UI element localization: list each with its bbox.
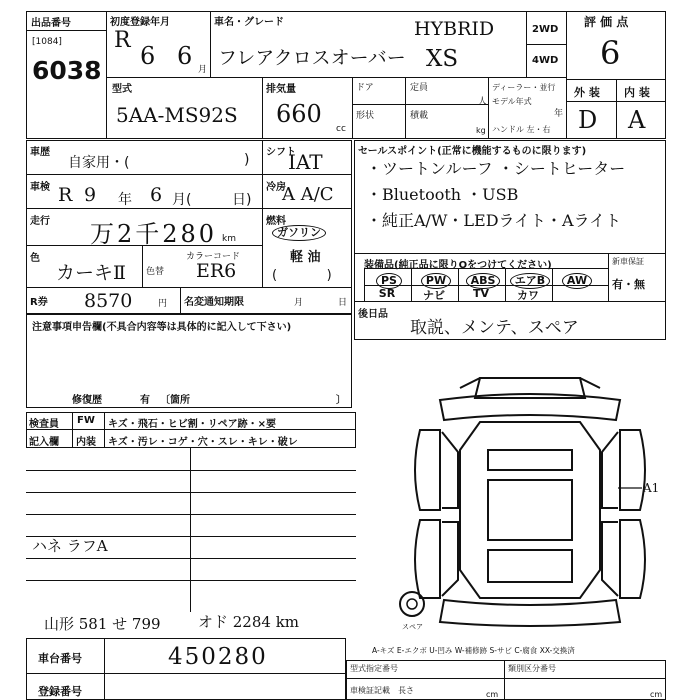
divider (142, 245, 143, 287)
divider (262, 140, 263, 287)
divider (26, 673, 346, 674)
first-reg-year: 6 (140, 42, 156, 70)
cm-unit: cm (486, 690, 499, 699)
divider (26, 287, 352, 288)
handle-label: ハンドル 左・右 (492, 125, 551, 134)
meigi-label: 名変通知期限 (184, 297, 244, 308)
car-name: フレアクロスオーバー (218, 47, 406, 69)
fuel-label: 燃料 (266, 216, 286, 227)
equipment-code-ps: PS (376, 273, 402, 289)
equipment-code-aw: AW (562, 273, 592, 289)
km-unit: km (222, 234, 236, 244)
after-items-label: 後日品 (358, 309, 388, 320)
drive-4wd: 4WD (532, 55, 559, 66)
color-code-label: 色替 (146, 267, 165, 277)
certificate-label: 車検証記載 (350, 686, 390, 695)
length-label: 長さ (398, 686, 414, 695)
interior-label: 内 装 (624, 86, 650, 99)
divider (504, 660, 505, 700)
inspection-note: オド 2284 km (198, 613, 300, 631)
fw-label: FW (77, 415, 95, 426)
divider (352, 77, 353, 139)
class-spec-label: 類別区分番号 (508, 664, 556, 673)
divider (180, 287, 181, 314)
model: 5AA-MS92S (116, 103, 238, 127)
cm-unit: cm (650, 690, 663, 699)
divider (210, 11, 211, 77)
displacement-label: 排気量 (266, 84, 296, 95)
interior-grade: A (628, 106, 646, 134)
displacement: 660 (276, 100, 322, 128)
warranty-value: 有・無 (612, 278, 645, 291)
kg-unit: kg (476, 126, 486, 135)
selling-points-label: セールスポイント(正常に機能するものに限ります) (358, 146, 587, 157)
chassis-number: 450280 (168, 644, 268, 670)
history-label: 車歴 (30, 147, 50, 158)
cc-unit: cc (336, 124, 346, 134)
shaken-year-unit: 年 (118, 192, 132, 208)
model-spec-label: 型式指定番号 (350, 664, 398, 673)
recycle-label: R券 (30, 297, 48, 308)
divider (354, 253, 666, 254)
model-label: 型式 (112, 84, 132, 95)
interior-legend: キズ・汚レ・コゲ・穴・スレ・キレ・破レ (108, 437, 298, 448)
capacity-label: 定員 (410, 83, 429, 93)
repair-value: 有 (140, 395, 150, 406)
equipment-code-abs: ABS (466, 273, 501, 289)
damage-mark: A1 (643, 481, 660, 495)
inspection-notes-area (26, 448, 356, 612)
drive-2wd: 2WD (532, 24, 559, 35)
lot-number: 6038 (32, 56, 102, 85)
fuel-gasoline: ガソリン (272, 225, 326, 241)
repair-part: 〔箇所 (160, 395, 190, 406)
month-unit: 月 (198, 65, 208, 75)
equipment-code-airbag: エアB (510, 273, 550, 289)
divider (262, 208, 352, 209)
meigi-month: 月 (294, 298, 304, 308)
recorder-label: 記入欄 (29, 437, 59, 448)
equipment-name-leather: カワ (517, 289, 539, 302)
divider (488, 77, 489, 139)
exterior-grade: D (578, 106, 598, 134)
recycle-amount: 8570 (84, 290, 133, 312)
color-label: 色 (30, 253, 40, 264)
selling-point: ・ツートンルーフ ・シートヒーター (366, 159, 626, 178)
door-label: ドア (356, 83, 374, 93)
divider (346, 678, 666, 679)
divider (106, 77, 566, 78)
divider (262, 77, 263, 139)
color: カーキⅡ (56, 262, 126, 284)
fw-legend: キズ・飛石・ヒビ割・リペア跡・×要 (108, 419, 276, 430)
mileage: 万2千280 (90, 220, 218, 248)
repair-close: 〕 (336, 395, 346, 406)
shaken-month-unit: 月( (172, 192, 192, 208)
selling-point: ・Bluetooth ・USB (366, 185, 519, 204)
shape-label: 形状 (356, 111, 375, 121)
divider (566, 11, 567, 139)
equipment-name-navi: ナビ (423, 289, 445, 302)
shift: IAT (288, 150, 323, 174)
interior-legend-label: 内装 (76, 437, 96, 448)
year-unit: 年 (554, 109, 564, 119)
lot-code: [1084] (32, 37, 62, 47)
fuel-light-oil: 軽 油 (290, 250, 321, 265)
divider (352, 104, 488, 105)
selling-points-list (366, 156, 625, 234)
after-items-value: 取説、メンテ、スペア (410, 318, 579, 338)
history-close: ) (244, 152, 250, 168)
equipment-name-sr: SR (378, 287, 396, 300)
load-label: 積載 (410, 111, 429, 121)
divider (405, 77, 406, 139)
first-reg-label: 初度登録年月 (110, 17, 170, 28)
exterior-label: 外 装 (574, 86, 600, 99)
divider (106, 11, 107, 139)
meigi-day: 日 (338, 298, 348, 308)
shaken-label: 車検 (30, 182, 50, 193)
spare-label: スペア (402, 623, 423, 631)
repair-label: 修復歴 (72, 395, 102, 406)
inspection-note: ハネ ラフA (32, 537, 108, 555)
shaken-era: R (58, 184, 73, 206)
car-diagram (380, 360, 680, 630)
chassis-label: 車台番号 (38, 652, 82, 665)
shaken-month: 6 (150, 184, 163, 206)
color-code: ER6 (196, 260, 237, 282)
grade: XS (426, 46, 459, 72)
divider (616, 79, 617, 139)
inspector-label: 検査員 (29, 419, 59, 430)
registration-label: 登録番号 (38, 685, 82, 698)
divider (526, 44, 566, 45)
dealer-label: ディーラー・並行 (492, 83, 556, 92)
equipment-name-tv: TV (472, 287, 490, 300)
history-value: 自家用・( (68, 155, 130, 171)
notes-label: 注意事項申告欄(不具合内容等は具体的に記入して下さい) (32, 322, 292, 333)
new-car-warranty-label: 新車保証 (612, 257, 644, 266)
fuel-other: ( ) (272, 268, 332, 283)
shift-label: シフト (266, 147, 296, 158)
mileage-label: 走行 (30, 216, 50, 227)
lot-label: 出品番号 (31, 18, 71, 29)
score-label: 評 価 点 (584, 15, 629, 29)
color-code-label2: カラーコード (186, 252, 241, 262)
car-name-label: 車名・グレード (214, 17, 284, 28)
first-reg-era: R (114, 28, 131, 53)
selling-point: ・純正A/W・LEDライト・Aライト (366, 211, 622, 230)
divider (608, 253, 609, 301)
inspection-note: 山形 581 せ 799 (44, 615, 161, 633)
shaken-year: 9 (84, 184, 97, 206)
score: 6 (600, 34, 621, 72)
divider (104, 638, 105, 700)
equipment-label: 装備品(純正品に限りOをつけてください) (364, 260, 552, 271)
equipment-code-pw: PW (421, 273, 451, 289)
ac-label: 冷房 (266, 182, 286, 193)
ac: A A/C (282, 184, 334, 205)
divider (72, 412, 73, 448)
divider (26, 30, 106, 31)
damage-legend: A-キズ E-エクボ U-凹み W-補修跡 S-サビ C-腐食 XX-交換済 (372, 646, 575, 655)
yen-unit: 円 (158, 299, 168, 309)
first-reg-month: 6 (177, 42, 193, 70)
divider (262, 174, 352, 175)
divider (104, 412, 105, 448)
capacity-unit: 人 (478, 97, 488, 107)
grade-top: HYBRID (414, 18, 495, 40)
model-year-label: モデル年式 (492, 97, 532, 106)
shaken-day-unit: 日) (232, 192, 252, 208)
